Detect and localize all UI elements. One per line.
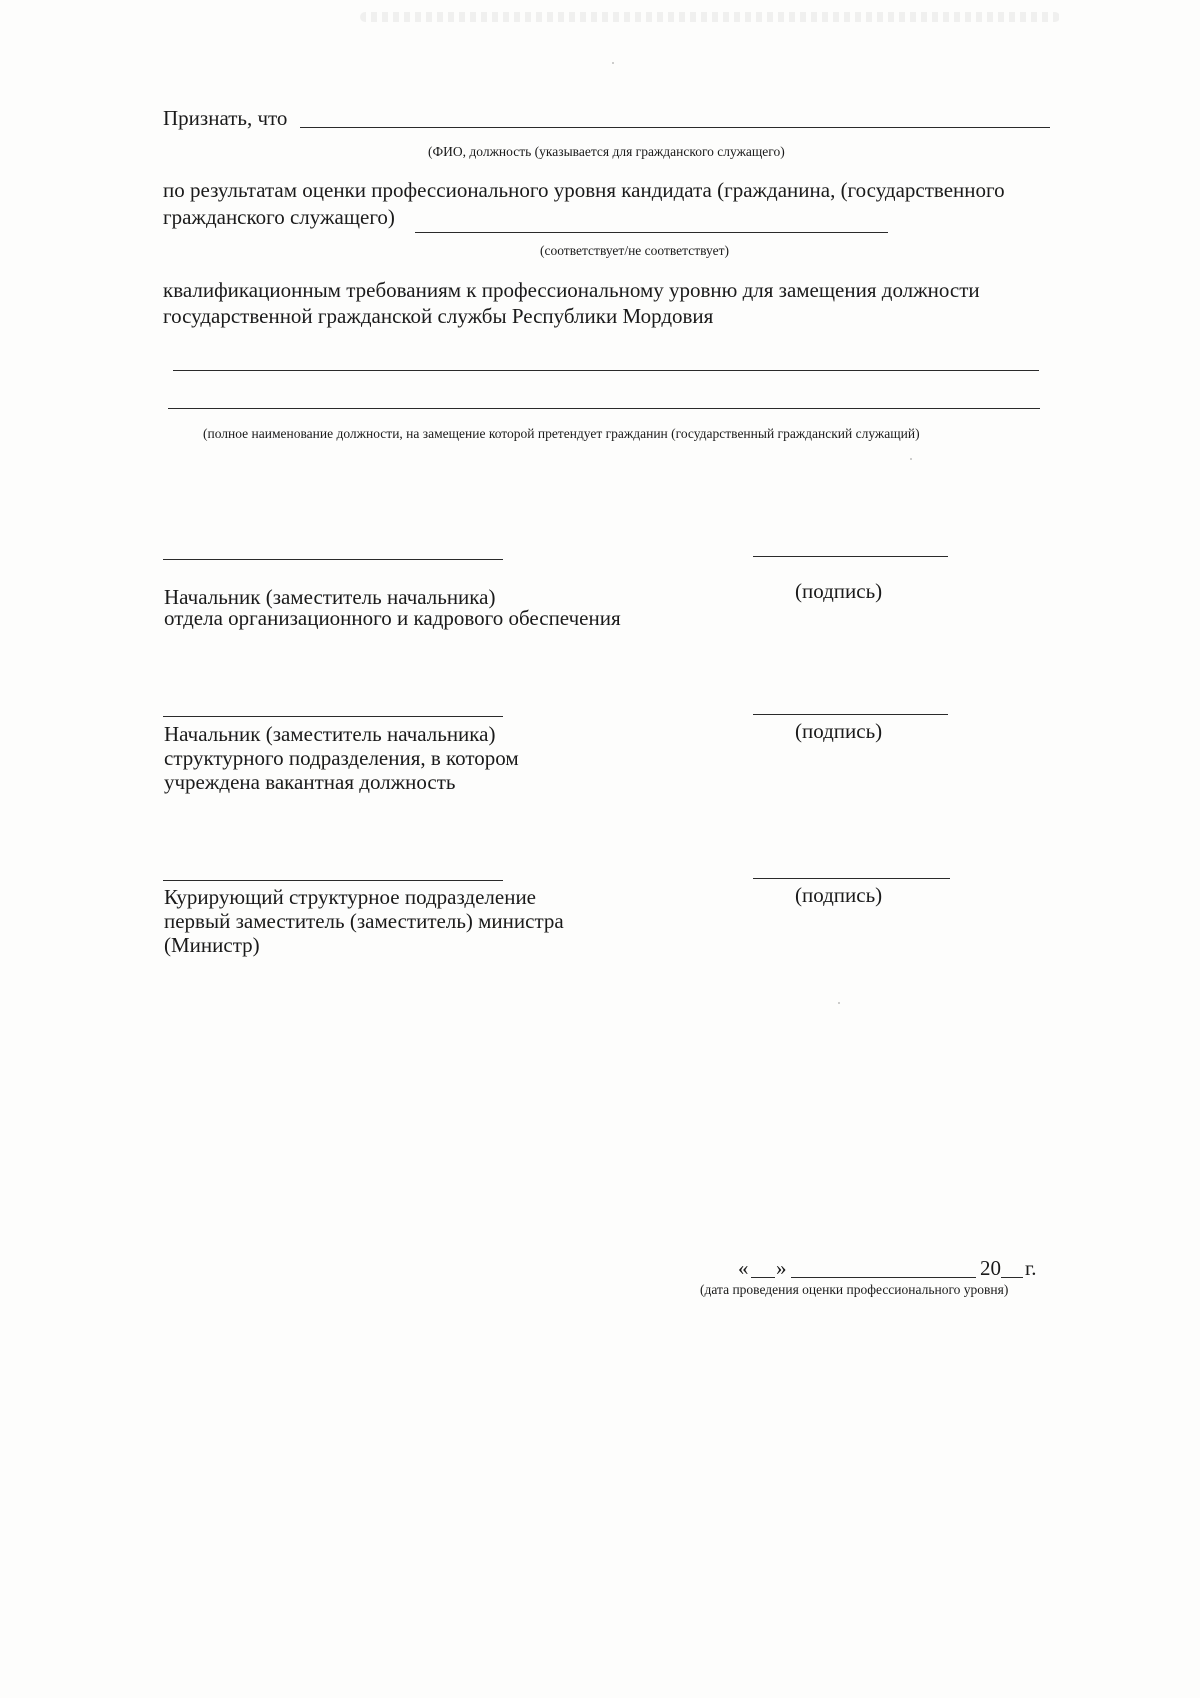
signatory-2-signature-label: (подпись): [795, 719, 883, 743]
signatory-1-signature-label: (подпись): [795, 579, 883, 603]
signatory-1-title-line-1: Начальник (заместитель начальника): [164, 585, 496, 609]
assessment-text-line-2: гражданского служащего): [163, 205, 395, 229]
signatory-3-name-line[interactable]: [163, 880, 503, 881]
scan-speck: [612, 62, 614, 64]
signatory-2-signature-line[interactable]: [753, 714, 948, 715]
scan-speck: [838, 1002, 840, 1004]
fio-caption: (ФИО, должность (указывается для гражданского служащего): [428, 144, 785, 159]
signatory-3-signature-line[interactable]: [753, 878, 950, 879]
signatory-2-name-line[interactable]: [163, 716, 503, 717]
signatory-2-title-line-3: учреждена вакантная должность: [164, 770, 456, 794]
signatory-3-title-line-2: первый заместитель (заместитель) министра: [164, 909, 564, 933]
signatory-1-signature-line[interactable]: [753, 556, 948, 557]
date-year-line[interactable]: [1001, 1277, 1023, 1278]
requirements-text-line-2: государственной гражданской службы Республики Мордовия: [163, 304, 714, 328]
compliance-field-line[interactable]: [415, 232, 888, 233]
date-open-quote: «: [738, 1256, 749, 1280]
signatory-1-title-line-2: отдела организационного и кадрового обеспечения: [164, 606, 621, 630]
date-month-line[interactable]: [791, 1277, 976, 1278]
signatory-3-title-line-1: Курирующий структурное подразделение: [164, 885, 537, 909]
recognize-label: Признать, что: [163, 106, 288, 130]
position-field-line-1[interactable]: [173, 370, 1039, 371]
position-caption: (полное наименование должности, на замещение которой претендует гражданин (государственный гражданский служащий): [203, 426, 920, 441]
signatory-1-name-line[interactable]: [163, 559, 503, 560]
date-close-quote: »: [776, 1256, 787, 1280]
scan-artifact: [360, 12, 1060, 22]
signatory-3-title-line-3: (Министр): [164, 933, 260, 957]
date-day-line[interactable]: [751, 1277, 775, 1278]
assessment-text-line-1: по результатам оценки профессионального уровня кандидата (гражданина, (государственного: [163, 178, 1005, 202]
signatory-3-signature-label: (подпись): [795, 883, 883, 907]
compliance-caption: (соответствует/не соответствует): [540, 243, 729, 258]
position-field-line-2[interactable]: [168, 408, 1040, 409]
signatory-2-title-line-1: Начальник (заместитель начальника): [164, 722, 496, 746]
date-caption: (дата проведения оценки профессионального уровня): [700, 1282, 1009, 1297]
signatory-2-title-line-2: структурного подразделения, в котором: [164, 746, 519, 770]
requirements-text-line-1: квалификационным требованиям к профессиональному уровню для замещения должности: [163, 278, 980, 302]
scan-speck: [910, 458, 912, 460]
fio-field-line[interactable]: [300, 127, 1050, 128]
date-year-prefix: 20: [980, 1256, 1001, 1280]
date-year-suffix: г.: [1025, 1256, 1037, 1280]
